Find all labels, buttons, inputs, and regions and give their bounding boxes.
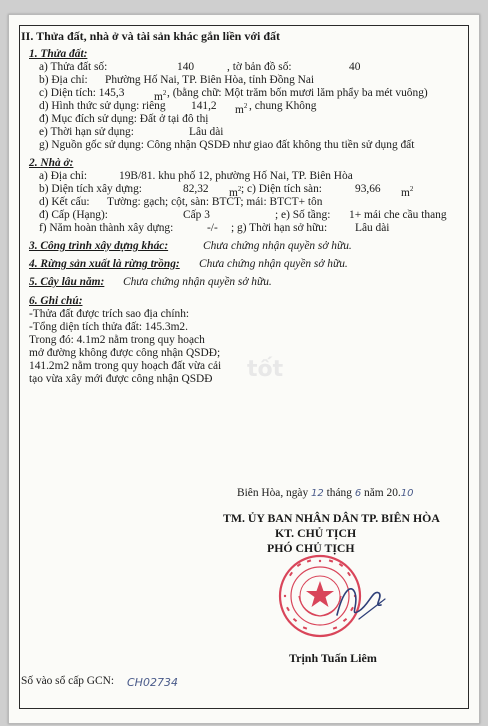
land-map-label: , tờ bản đồ số: (227, 61, 292, 73)
house-floor-area: 93,66 (355, 183, 381, 195)
perennial-trees-status: Chưa chứng nhận quyền sở hữu. (123, 276, 272, 288)
house-grade-label: đ) Cấp (Hạng): (39, 209, 108, 221)
land-heading: 1. Thửa đất: (29, 48, 88, 60)
note-line: -Thửa đất được trích sao địa chính: (29, 308, 190, 320)
house-structure-label: d) Kết cấu: (39, 196, 90, 208)
land-area-unit: $m^2$ (154, 89, 167, 103)
land-private-area: 141,2 (191, 100, 217, 112)
signer-name: Trịnh Tuấn Liêm (289, 651, 377, 665)
house-address: 19B/81. khu phố 12, phường Hố Nai, TP. Biên Hòa (119, 170, 353, 182)
land-term-label: e) Thời hạn sử dụng: (39, 126, 134, 138)
land-area-words: , (bằng chữ: Một trăm bốn mươi lăm phẩy ba mét vuông) (167, 87, 428, 99)
house-floor-area-label: ; c) Diện tích sàn: (241, 183, 322, 195)
land-address-label: b) Địa chỉ: (39, 74, 88, 86)
note-line: Trong đó: 4.1m2 nằm trong quy hoạch (29, 334, 205, 346)
perennial-trees-heading: 5. Cây lâu năm: (29, 276, 105, 288)
issue-register-number: CH02734 (127, 676, 178, 689)
note-line: 141.2m2 nằm trong quy hoạch đất vừa cải (29, 360, 222, 372)
house-heading: 2. Nhà ở: (29, 157, 74, 169)
other-works-status: Chưa chứng nhận quyền sở hữu. (203, 240, 352, 252)
house-floor-area-unit: $m^2$ (401, 185, 414, 199)
place-date: Biên Hòa, ngày 12 tháng 6 năm 20.10 (237, 487, 414, 499)
forest-status: Chưa chứng nhận quyền sở hữu. (199, 258, 348, 270)
house-build-area: 82,32 (183, 183, 209, 195)
note-line: mở đường không được công nhận QSDĐ; (29, 347, 221, 359)
land-term: Lâu dài (189, 126, 224, 138)
land-purpose: đ) Mục đích sử dụng: Đất ở tại đô thị (39, 113, 209, 125)
other-works-heading: 3. Công trình xây dựng khác: (29, 240, 169, 252)
house-address-label: a) Địa chỉ: (39, 170, 88, 182)
house-year-label: f) Năm hoàn thành xây dựng: (39, 222, 174, 234)
signature-scribble-icon (329, 571, 389, 631)
land-parcel-label: a) Thửa đất số: (39, 61, 108, 73)
issue-register-label: Số vào sổ cấp GCN: (21, 675, 115, 687)
land-parcel-number: 140 (177, 61, 195, 73)
role-vice-chairman: PHÓ CHỦ TỊCH (267, 541, 355, 555)
certificate-page (8, 14, 480, 724)
house-build-area-label: b) Diện tích xây dựng: (39, 183, 142, 195)
note-line: tạo vừa xây mới được công nhận QSDĐ (29, 373, 213, 385)
land-private-unit: $m^2$ (235, 102, 248, 116)
land-address: Phường Hố Nai, TP. Biên Hòa, tỉnh Đồng Nai (105, 74, 315, 86)
land-map-number: 40 (349, 61, 361, 73)
note-line: -Tổng diện tích thửa đất: 145.3m2. (29, 321, 188, 333)
land-usage-form-label: d) Hình thức sử dụng: riêng (39, 100, 166, 112)
house-ownership-term-label: ; g) Thời hạn sở hữu: (231, 222, 328, 234)
watermark: tốt (247, 357, 284, 382)
house-grade: Cấp 3 (183, 209, 210, 221)
notes-heading: 6. Ghi chú: (29, 295, 83, 307)
house-floors-label: ; e) Số tầng: (275, 209, 331, 221)
house-structure: Tường: gạch; cột, sàn: BTCT; mái: BTCT+ tôn (107, 196, 323, 208)
house-build-area-unit: $m^2$ (229, 185, 242, 199)
land-common-area: , chung Không (249, 100, 317, 112)
role-deputy-for-chairman: KT. CHỦ TỊCH (275, 526, 357, 540)
section-title: II. Thửa đất, nhà ở và tài sản khác gắn liền với đất (21, 29, 281, 43)
land-origin: g) Nguồn gốc sử dụng: Công nhận QSDĐ như giao đất không thu tiền sử dụng đất (39, 139, 415, 151)
land-area-label: c) Diện tích: 145,3 (39, 87, 125, 99)
house-floors: 1+ mái che cầu thang (349, 209, 447, 221)
issuing-authority: TM. ỦY BAN NHÂN DÂN TP. BIÊN HÒA (223, 511, 440, 525)
house-ownership-term: Lâu dài (355, 222, 390, 234)
house-year: -/- (207, 222, 218, 234)
forest-heading: 4. Rừng sản xuất là rừng trồng: (29, 258, 180, 270)
